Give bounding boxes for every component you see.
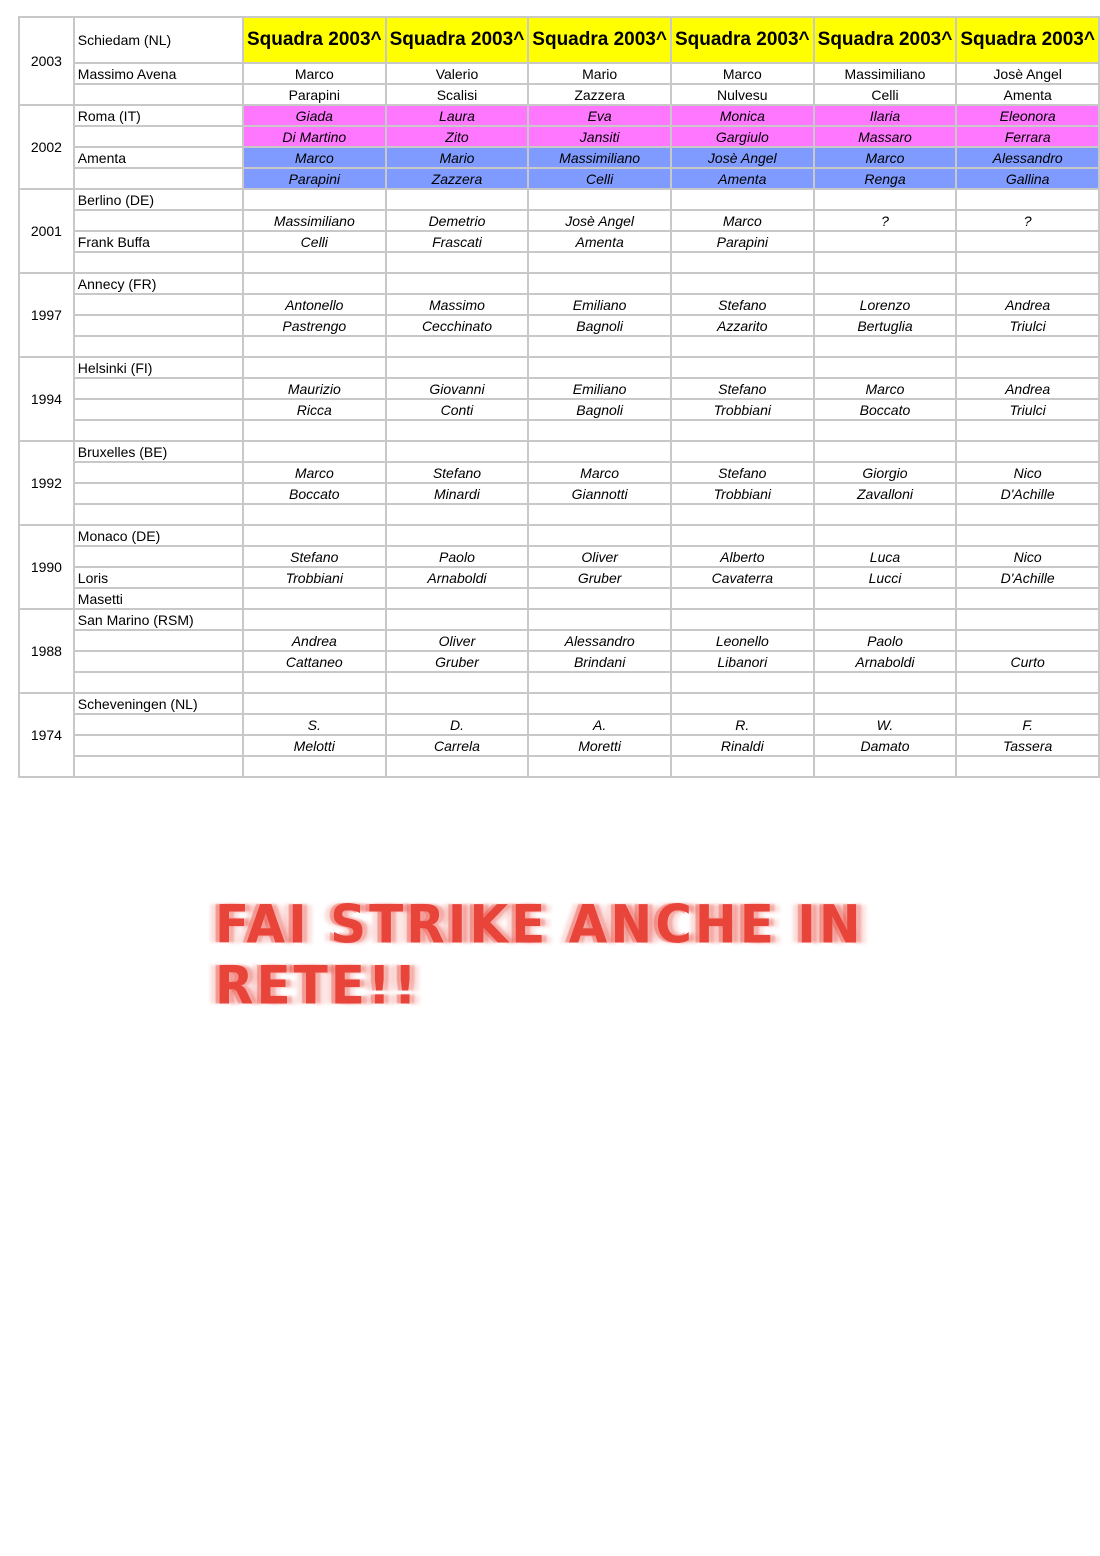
player-name: Amenta bbox=[956, 84, 1099, 105]
player-name: Zito bbox=[386, 126, 529, 147]
table-row bbox=[19, 672, 1099, 693]
player-name bbox=[671, 609, 814, 630]
player-name bbox=[386, 336, 529, 357]
player-name: Andrea bbox=[956, 294, 1099, 315]
team-header: Squadra 2003^ bbox=[671, 17, 814, 63]
player-name bbox=[814, 441, 957, 462]
player-name: Massimo bbox=[386, 294, 529, 315]
player-name: Paolo bbox=[814, 630, 957, 651]
player-name bbox=[956, 189, 1099, 210]
player-name: Rinaldi bbox=[671, 735, 814, 756]
player-name bbox=[243, 420, 386, 441]
player-name: Bertuglia bbox=[814, 315, 957, 336]
table-row bbox=[19, 399, 1099, 420]
player-name bbox=[243, 336, 386, 357]
player-name: Gruber bbox=[386, 651, 529, 672]
player-name bbox=[386, 441, 529, 462]
player-name: Massimiliano bbox=[528, 147, 671, 168]
player-name bbox=[956, 441, 1099, 462]
player-name: Cecchinato bbox=[386, 315, 529, 336]
player-name: Zavalloni bbox=[814, 483, 957, 504]
player-name: Tassera bbox=[956, 735, 1099, 756]
player-name: Marco bbox=[243, 147, 386, 168]
player-name: Ferrara bbox=[956, 126, 1099, 147]
event-label: Masetti bbox=[74, 588, 243, 609]
player-name: Lorenzo bbox=[814, 294, 957, 315]
table-row bbox=[19, 630, 1099, 651]
player-name: Melotti bbox=[243, 735, 386, 756]
player-name bbox=[814, 231, 957, 252]
event-label: Berlino (DE) bbox=[74, 189, 243, 210]
player-name bbox=[386, 273, 529, 294]
event-year: 2002 bbox=[19, 105, 74, 189]
table-row bbox=[19, 147, 1099, 168]
player-name bbox=[956, 525, 1099, 546]
player-name bbox=[386, 504, 529, 525]
player-name: Andrea bbox=[243, 630, 386, 651]
player-name: Giannotti bbox=[528, 483, 671, 504]
table-row bbox=[19, 651, 1099, 672]
player-name: Zazzera bbox=[386, 168, 529, 189]
player-name: Nico bbox=[956, 462, 1099, 483]
player-name: Celli bbox=[814, 84, 957, 105]
table-row bbox=[19, 126, 1099, 147]
player-name bbox=[956, 609, 1099, 630]
player-name: Gargiulo bbox=[671, 126, 814, 147]
team-header: Squadra 2003^ bbox=[386, 17, 529, 63]
player-name: Parapini bbox=[671, 231, 814, 252]
player-name: Massaro bbox=[814, 126, 957, 147]
player-name: Giada bbox=[243, 105, 386, 126]
player-name: Damato bbox=[814, 735, 957, 756]
player-name bbox=[956, 420, 1099, 441]
player-name: Cavaterra bbox=[671, 567, 814, 588]
results-table bbox=[18, 16, 1100, 778]
table-row bbox=[19, 462, 1099, 483]
player-name bbox=[671, 756, 814, 777]
table-row bbox=[19, 588, 1099, 609]
event-year: 1997 bbox=[19, 273, 74, 357]
player-name: Stefano bbox=[386, 462, 529, 483]
player-name bbox=[386, 525, 529, 546]
player-name: Maurizio bbox=[243, 378, 386, 399]
player-name: Mario bbox=[528, 63, 671, 84]
player-name: Trobbiani bbox=[671, 483, 814, 504]
player-name: Laura bbox=[386, 105, 529, 126]
player-name: Di Martino bbox=[243, 126, 386, 147]
player-name bbox=[528, 420, 671, 441]
player-name: R. bbox=[671, 714, 814, 735]
player-name bbox=[243, 693, 386, 714]
player-name bbox=[528, 336, 671, 357]
player-name bbox=[243, 525, 386, 546]
player-name: Jansiti bbox=[528, 126, 671, 147]
player-name: Arnaboldi bbox=[386, 567, 529, 588]
player-name bbox=[243, 609, 386, 630]
event-label bbox=[74, 336, 243, 357]
table-row bbox=[19, 504, 1099, 525]
player-name bbox=[814, 336, 957, 357]
table-row bbox=[19, 441, 1099, 462]
player-name bbox=[243, 588, 386, 609]
event-label bbox=[74, 651, 243, 672]
event-label: Roma (IT) bbox=[74, 105, 243, 126]
player-name bbox=[814, 357, 957, 378]
player-name: Oliver bbox=[386, 630, 529, 651]
event-label bbox=[74, 378, 243, 399]
player-name: Antonello bbox=[243, 294, 386, 315]
player-name: A. bbox=[528, 714, 671, 735]
player-name: Marco bbox=[814, 147, 957, 168]
player-name: Amenta bbox=[528, 231, 671, 252]
event-label bbox=[74, 756, 243, 777]
player-name bbox=[386, 672, 529, 693]
team-header: Squadra 2003^ bbox=[243, 17, 386, 63]
player-name bbox=[386, 357, 529, 378]
player-name bbox=[386, 609, 529, 630]
player-name: F. bbox=[956, 714, 1099, 735]
player-name bbox=[814, 420, 957, 441]
event-label: Loris bbox=[74, 567, 243, 588]
event-label: San Marino (RSM) bbox=[74, 609, 243, 630]
player-name: Renga bbox=[814, 168, 957, 189]
player-name: Stefano bbox=[671, 378, 814, 399]
player-name: Celli bbox=[528, 168, 671, 189]
event-label bbox=[74, 126, 243, 147]
player-name: Minardi bbox=[386, 483, 529, 504]
table-row bbox=[19, 252, 1099, 273]
event-label: Frank Buffa bbox=[74, 231, 243, 252]
player-name: Nico bbox=[956, 546, 1099, 567]
player-name: Cattaneo bbox=[243, 651, 386, 672]
player-name: Nulvesu bbox=[671, 84, 814, 105]
event-label bbox=[74, 735, 243, 756]
player-name bbox=[243, 252, 386, 273]
player-name: Alessandro bbox=[528, 630, 671, 651]
player-name bbox=[671, 252, 814, 273]
player-name: D'Achille bbox=[956, 483, 1099, 504]
player-name bbox=[243, 273, 386, 294]
player-name bbox=[528, 609, 671, 630]
player-name bbox=[671, 189, 814, 210]
player-name: Oliver bbox=[528, 546, 671, 567]
player-name bbox=[671, 441, 814, 462]
player-name bbox=[671, 693, 814, 714]
table-row bbox=[19, 17, 1099, 63]
player-name: Massimiliano bbox=[243, 210, 386, 231]
table-row bbox=[19, 378, 1099, 399]
player-name: Brindani bbox=[528, 651, 671, 672]
table-row bbox=[19, 273, 1099, 294]
player-name: Eleonora bbox=[956, 105, 1099, 126]
player-name: Parapini bbox=[243, 168, 386, 189]
table-row bbox=[19, 756, 1099, 777]
table-row bbox=[19, 231, 1099, 252]
table-row bbox=[19, 546, 1099, 567]
player-name: Bagnoli bbox=[528, 315, 671, 336]
player-name bbox=[386, 420, 529, 441]
event-label: Massimo Avena bbox=[74, 63, 243, 84]
player-name bbox=[386, 588, 529, 609]
player-name bbox=[671, 357, 814, 378]
player-name: Azzarito bbox=[671, 315, 814, 336]
event-label bbox=[74, 504, 243, 525]
player-name bbox=[243, 672, 386, 693]
table-row bbox=[19, 567, 1099, 588]
slogan-banner: FAI STRIKE ANCHE IN RETE!! bbox=[215, 894, 864, 1016]
player-name: Marco bbox=[243, 462, 386, 483]
player-name: Gallina bbox=[956, 168, 1099, 189]
player-name: Emiliano bbox=[528, 294, 671, 315]
player-name: D. bbox=[386, 714, 529, 735]
event-label: Scheveningen (NL) bbox=[74, 693, 243, 714]
player-name: Gruber bbox=[528, 567, 671, 588]
player-name: Carrela bbox=[386, 735, 529, 756]
player-name: Conti bbox=[386, 399, 529, 420]
event-label: Monaco (DE) bbox=[74, 525, 243, 546]
player-name: W. bbox=[814, 714, 957, 735]
player-name bbox=[671, 672, 814, 693]
event-label: Helsinki (FI) bbox=[74, 357, 243, 378]
event-label bbox=[74, 168, 243, 189]
player-name: Amenta bbox=[671, 168, 814, 189]
event-label bbox=[74, 294, 243, 315]
event-label bbox=[74, 210, 243, 231]
player-name: Ricca bbox=[243, 399, 386, 420]
player-name: ? bbox=[814, 210, 957, 231]
player-name bbox=[528, 525, 671, 546]
player-name: Josè Angel bbox=[956, 63, 1099, 84]
event-label: Annecy (FR) bbox=[74, 273, 243, 294]
event-label bbox=[74, 462, 243, 483]
player-name: Giovanni bbox=[386, 378, 529, 399]
player-name bbox=[814, 609, 957, 630]
player-name bbox=[386, 252, 529, 273]
table-row bbox=[19, 105, 1099, 126]
event-year: 2003 bbox=[19, 17, 74, 105]
table-row bbox=[19, 189, 1099, 210]
table-row bbox=[19, 315, 1099, 336]
player-name bbox=[814, 273, 957, 294]
player-name: Paolo bbox=[386, 546, 529, 567]
event-label: Bruxelles (BE) bbox=[74, 441, 243, 462]
event-label bbox=[74, 252, 243, 273]
player-name bbox=[528, 441, 671, 462]
event-label: Amenta bbox=[74, 147, 243, 168]
player-name: Curto bbox=[956, 651, 1099, 672]
player-name: Stefano bbox=[671, 462, 814, 483]
player-name bbox=[814, 588, 957, 609]
player-name bbox=[243, 504, 386, 525]
player-name: Celli bbox=[243, 231, 386, 252]
player-name bbox=[671, 420, 814, 441]
player-name: S. bbox=[243, 714, 386, 735]
table-row bbox=[19, 483, 1099, 504]
player-name: Boccato bbox=[243, 483, 386, 504]
player-name: Lucci bbox=[814, 567, 957, 588]
player-name bbox=[956, 756, 1099, 777]
player-name: Triulci bbox=[956, 315, 1099, 336]
player-name bbox=[528, 588, 671, 609]
player-name bbox=[243, 441, 386, 462]
table-row bbox=[19, 525, 1099, 546]
player-name: Marco bbox=[814, 378, 957, 399]
player-name: Scalisi bbox=[386, 84, 529, 105]
player-name bbox=[528, 273, 671, 294]
player-name bbox=[956, 504, 1099, 525]
event-label bbox=[74, 399, 243, 420]
player-name: Josè Angel bbox=[671, 147, 814, 168]
table-row bbox=[19, 693, 1099, 714]
event-label bbox=[74, 420, 243, 441]
event-year: 2001 bbox=[19, 189, 74, 273]
player-name bbox=[386, 756, 529, 777]
player-name: Andrea bbox=[956, 378, 1099, 399]
player-name: Stefano bbox=[243, 546, 386, 567]
team-header: Squadra 2003^ bbox=[528, 17, 671, 63]
player-name bbox=[814, 189, 957, 210]
player-name: Stefano bbox=[671, 294, 814, 315]
event-year: 1992 bbox=[19, 441, 74, 525]
player-name bbox=[956, 588, 1099, 609]
table-row bbox=[19, 420, 1099, 441]
event-year: 1994 bbox=[19, 357, 74, 441]
event-year: 1974 bbox=[19, 693, 74, 777]
player-name bbox=[243, 357, 386, 378]
table-row bbox=[19, 714, 1099, 735]
player-name bbox=[956, 630, 1099, 651]
player-name: Parapini bbox=[243, 84, 386, 105]
player-name bbox=[243, 189, 386, 210]
player-name bbox=[956, 672, 1099, 693]
player-name: Eva bbox=[528, 105, 671, 126]
player-name: Mario bbox=[386, 147, 529, 168]
player-name: Pastrengo bbox=[243, 315, 386, 336]
player-name: Giorgio bbox=[814, 462, 957, 483]
event-label bbox=[74, 84, 243, 105]
player-name bbox=[956, 231, 1099, 252]
player-name: Moretti bbox=[528, 735, 671, 756]
table-row bbox=[19, 357, 1099, 378]
player-name bbox=[814, 756, 957, 777]
player-name bbox=[386, 693, 529, 714]
player-name: Emiliano bbox=[528, 378, 671, 399]
player-name: Alberto bbox=[671, 546, 814, 567]
table-row bbox=[19, 609, 1099, 630]
player-name: Valerio bbox=[386, 63, 529, 84]
event-label bbox=[74, 630, 243, 651]
player-name bbox=[671, 273, 814, 294]
player-name bbox=[814, 693, 957, 714]
player-name: Josè Angel bbox=[528, 210, 671, 231]
table-row bbox=[19, 336, 1099, 357]
player-name bbox=[528, 504, 671, 525]
player-name bbox=[528, 189, 671, 210]
player-name bbox=[386, 189, 529, 210]
player-name: Alessandro bbox=[956, 147, 1099, 168]
player-name: Triulci bbox=[956, 399, 1099, 420]
team-header: Squadra 2003^ bbox=[956, 17, 1099, 63]
player-name: Zazzera bbox=[528, 84, 671, 105]
table-row bbox=[19, 210, 1099, 231]
player-name bbox=[671, 588, 814, 609]
player-name bbox=[528, 672, 671, 693]
event-label bbox=[74, 546, 243, 567]
player-name bbox=[814, 252, 957, 273]
event-year: 1990 bbox=[19, 525, 74, 609]
table-row bbox=[19, 63, 1099, 84]
table-row bbox=[19, 84, 1099, 105]
player-name bbox=[528, 357, 671, 378]
player-name: Libanori bbox=[671, 651, 814, 672]
player-name: ? bbox=[956, 210, 1099, 231]
player-name: Demetrio bbox=[386, 210, 529, 231]
player-name: Leonello bbox=[671, 630, 814, 651]
player-name: Boccato bbox=[814, 399, 957, 420]
table-row bbox=[19, 735, 1099, 756]
player-name: Trobbiani bbox=[243, 567, 386, 588]
player-name bbox=[671, 525, 814, 546]
player-name: D'Achille bbox=[956, 567, 1099, 588]
event-label bbox=[74, 714, 243, 735]
player-name bbox=[671, 336, 814, 357]
player-name bbox=[814, 525, 957, 546]
event-label: Schiedam (NL) bbox=[74, 17, 243, 63]
player-name: Luca bbox=[814, 546, 957, 567]
player-name bbox=[956, 693, 1099, 714]
player-name: Frascati bbox=[386, 231, 529, 252]
event-label bbox=[74, 483, 243, 504]
player-name bbox=[956, 252, 1099, 273]
player-name: Monica bbox=[671, 105, 814, 126]
player-name bbox=[814, 504, 957, 525]
event-year: 1988 bbox=[19, 609, 74, 693]
player-name bbox=[528, 756, 671, 777]
player-name: Bagnoli bbox=[528, 399, 671, 420]
player-name bbox=[956, 357, 1099, 378]
table-row bbox=[19, 294, 1099, 315]
player-name: Marco bbox=[671, 63, 814, 84]
player-name: Arnaboldi bbox=[814, 651, 957, 672]
player-name: Trobbiani bbox=[671, 399, 814, 420]
player-name bbox=[528, 693, 671, 714]
player-name: Marco bbox=[243, 63, 386, 84]
player-name: Ilaria bbox=[814, 105, 957, 126]
table-row bbox=[19, 168, 1099, 189]
player-name bbox=[243, 756, 386, 777]
player-name: Massimiliano bbox=[814, 63, 957, 84]
player-name bbox=[956, 273, 1099, 294]
event-label bbox=[74, 672, 243, 693]
player-name bbox=[956, 336, 1099, 357]
player-name: Marco bbox=[671, 210, 814, 231]
player-name bbox=[814, 672, 957, 693]
team-header: Squadra 2003^ bbox=[814, 17, 957, 63]
player-name bbox=[528, 252, 671, 273]
player-name bbox=[671, 504, 814, 525]
event-label bbox=[74, 315, 243, 336]
player-name: Marco bbox=[528, 462, 671, 483]
